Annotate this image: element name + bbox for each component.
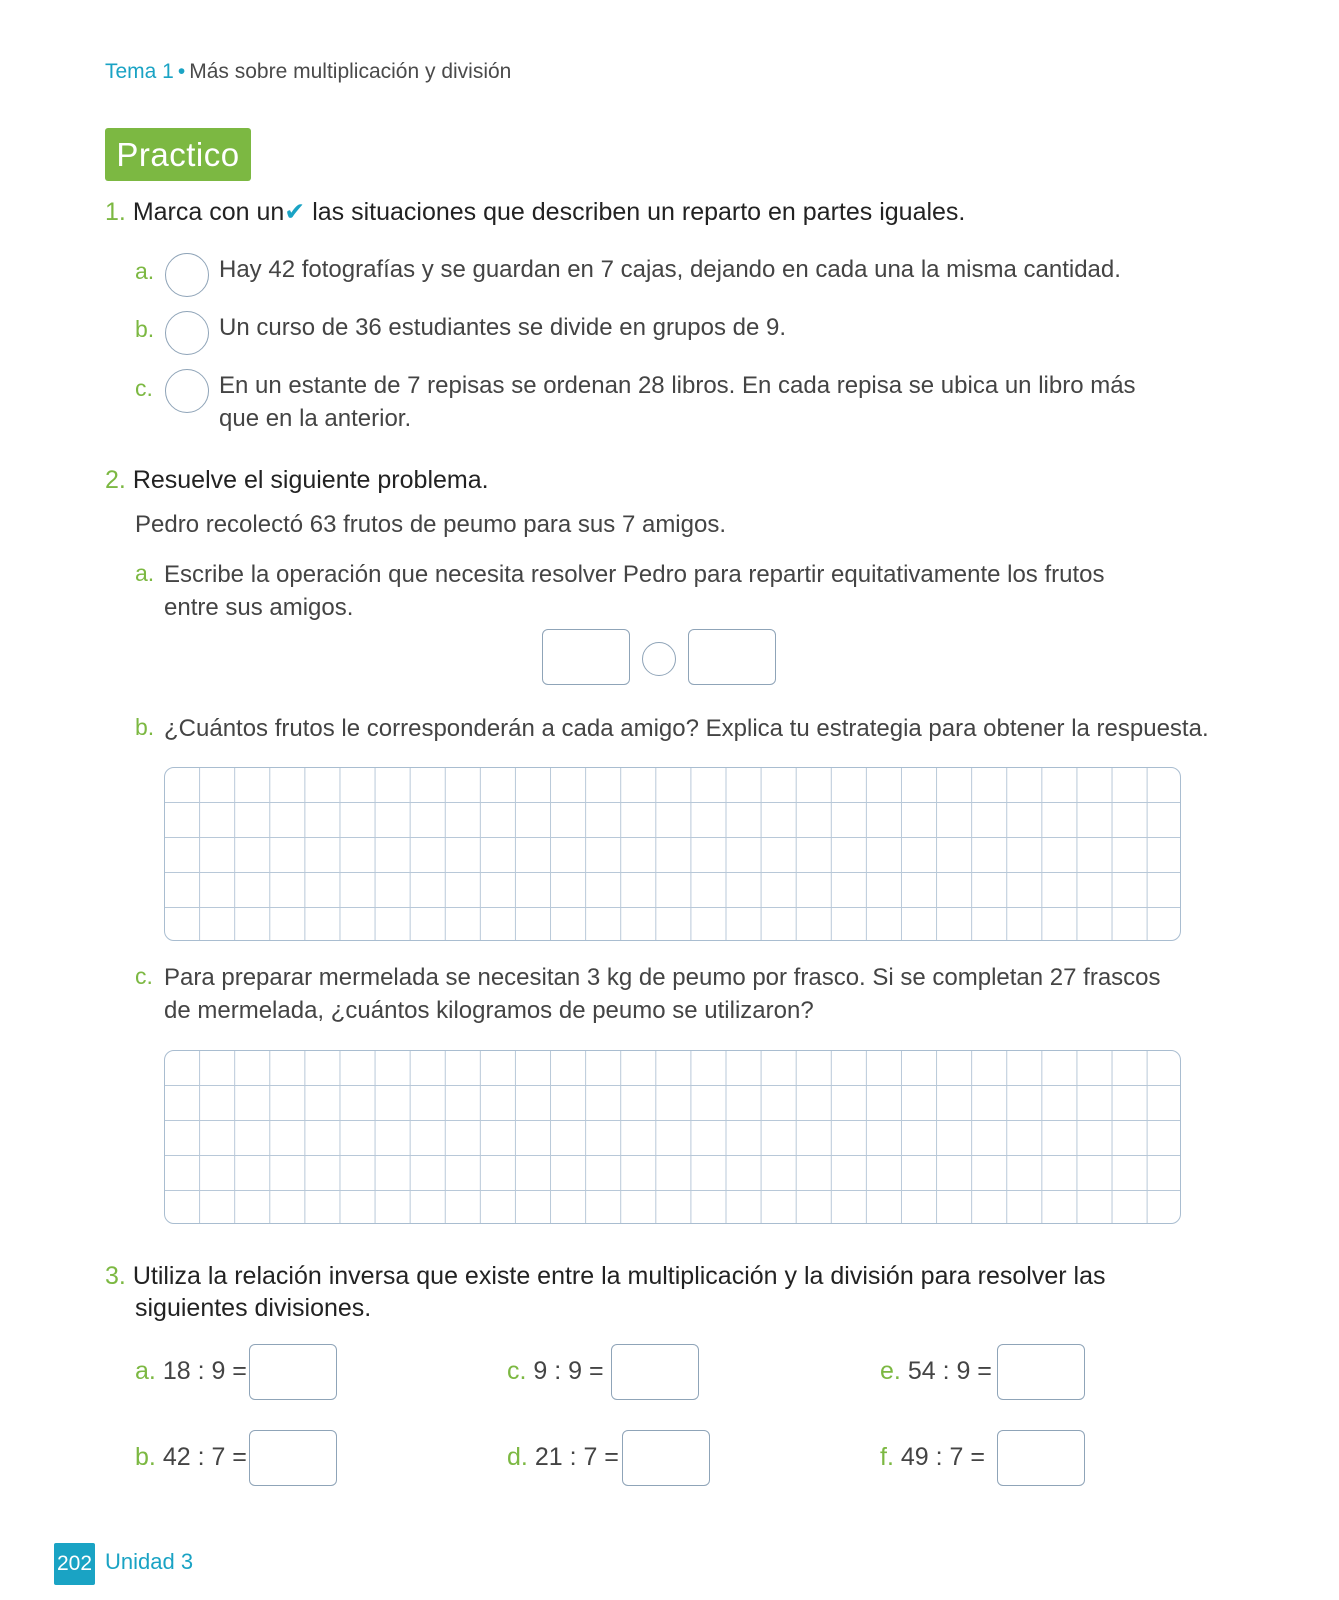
- answer-box-c[interactable]: [611, 1344, 699, 1400]
- question-2-prompt: [105, 466, 489, 495]
- operand-box-2[interactable]: [688, 629, 776, 685]
- exercise-b: [135, 1443, 247, 1472]
- item-text: que en la anterior.: [219, 405, 412, 432]
- answer-box-b[interactable]: [249, 1430, 337, 1486]
- answer-grid-b[interactable]: [164, 767, 1181, 941]
- answer-box-a[interactable]: [249, 1344, 337, 1400]
- exercise-expression: 49 : 7 =: [900, 1443, 985, 1471]
- exercise-expression: 18 : 9 =: [162, 1357, 247, 1385]
- exercise-expression: 42 : 7 =: [162, 1443, 247, 1471]
- question-3-prompt: [105, 1262, 1105, 1291]
- item-letter: b.: [135, 714, 155, 740]
- exercise-c: [507, 1357, 604, 1386]
- operand-box-1[interactable]: [542, 629, 630, 685]
- page-number: 202: [54, 1543, 95, 1585]
- exercise-a: [135, 1357, 247, 1386]
- item-letter: b.: [135, 1443, 156, 1471]
- item-letter: f.: [880, 1443, 894, 1471]
- exercise-expression: 54 : 9 =: [907, 1357, 992, 1385]
- exercise-f: [880, 1443, 985, 1472]
- exercise-e: [880, 1357, 992, 1386]
- question-number: 2.: [105, 466, 126, 494]
- item-letter: e.: [880, 1357, 901, 1385]
- unit-label: Unidad 3: [105, 1549, 194, 1574]
- header-separator: •: [177, 60, 186, 83]
- answer-box-d[interactable]: [622, 1430, 710, 1486]
- item-letter: a.: [135, 1357, 156, 1385]
- question-1-prompt: [105, 197, 965, 227]
- item-text: Escribe la operación que necesita resolver Pedro para repartir equitativamente los frutos: [164, 561, 1105, 588]
- answer-checkbox-b[interactable]: [165, 311, 209, 355]
- item-letter: c.: [507, 1357, 527, 1385]
- exercise-expression: 21 : 7 =: [534, 1443, 619, 1471]
- section-badge: Practico: [105, 128, 251, 181]
- question-number: 3.: [105, 1262, 126, 1290]
- item-letter: a.: [135, 560, 155, 586]
- prompt-text: siguientes divisiones.: [135, 1294, 372, 1322]
- prompt-text: Resuelve el siguiente problema.: [132, 466, 489, 494]
- answer-grid-c[interactable]: [164, 1050, 1181, 1224]
- item-letter: c.: [135, 375, 153, 401]
- item-letter: c.: [135, 963, 153, 989]
- item-text: Un curso de 36 estudiantes se divide en grupos de 9.: [219, 314, 787, 341]
- item-text: ¿Cuántos frutos le corresponderán a cada amigo? Explica tu estrategia para obtener la respuesta.: [164, 715, 1209, 742]
- item-letter: d.: [507, 1443, 528, 1471]
- answer-box-e[interactable]: [997, 1344, 1085, 1400]
- prompt-text: Marca con un: [132, 198, 285, 226]
- exercise-expression: 9 : 9 =: [533, 1357, 604, 1385]
- operator-circle[interactable]: [642, 642, 676, 676]
- item-text: Hay 42 fotografías y se guardan en 7 cajas, dejando en cada una la misma cantidad.: [219, 256, 1121, 283]
- item-text: entre sus amigos.: [164, 594, 354, 621]
- prompt-text: Utiliza la relación inversa que existe entre la multiplicación y la división para resolver las: [132, 1262, 1106, 1290]
- answer-box-f[interactable]: [997, 1430, 1085, 1486]
- exercise-d: [507, 1443, 619, 1472]
- topic-label: Tema 1: [105, 60, 174, 83]
- page-header: [105, 60, 511, 84]
- answer-checkbox-a[interactable]: [165, 253, 209, 297]
- item-text: Para preparar mermelada se necesitan 3 kg de peumo por frasco. Si se completan 27 frascos: [164, 964, 1161, 991]
- topic-subtitle: Más sobre multiplicación y división: [189, 60, 512, 83]
- prompt-text: las situaciones que describen un reparto en partes iguales.: [312, 198, 966, 226]
- item-text: de mermelada, ¿cuántos kilogramos de peumo se utilizaron?: [164, 997, 814, 1024]
- answer-checkbox-c[interactable]: [165, 369, 209, 413]
- question-number: 1.: [105, 198, 126, 226]
- item-letter: b.: [135, 316, 155, 342]
- item-letter: a.: [135, 258, 155, 284]
- item-text: En un estante de 7 repisas se ordenan 28 libros. En cada repisa se ubica un libro más: [219, 372, 1136, 399]
- checkmark-icon: ✔: [284, 198, 306, 226]
- problem-context: Pedro recolectó 63 frutos de peumo para sus 7 amigos.: [135, 511, 726, 538]
